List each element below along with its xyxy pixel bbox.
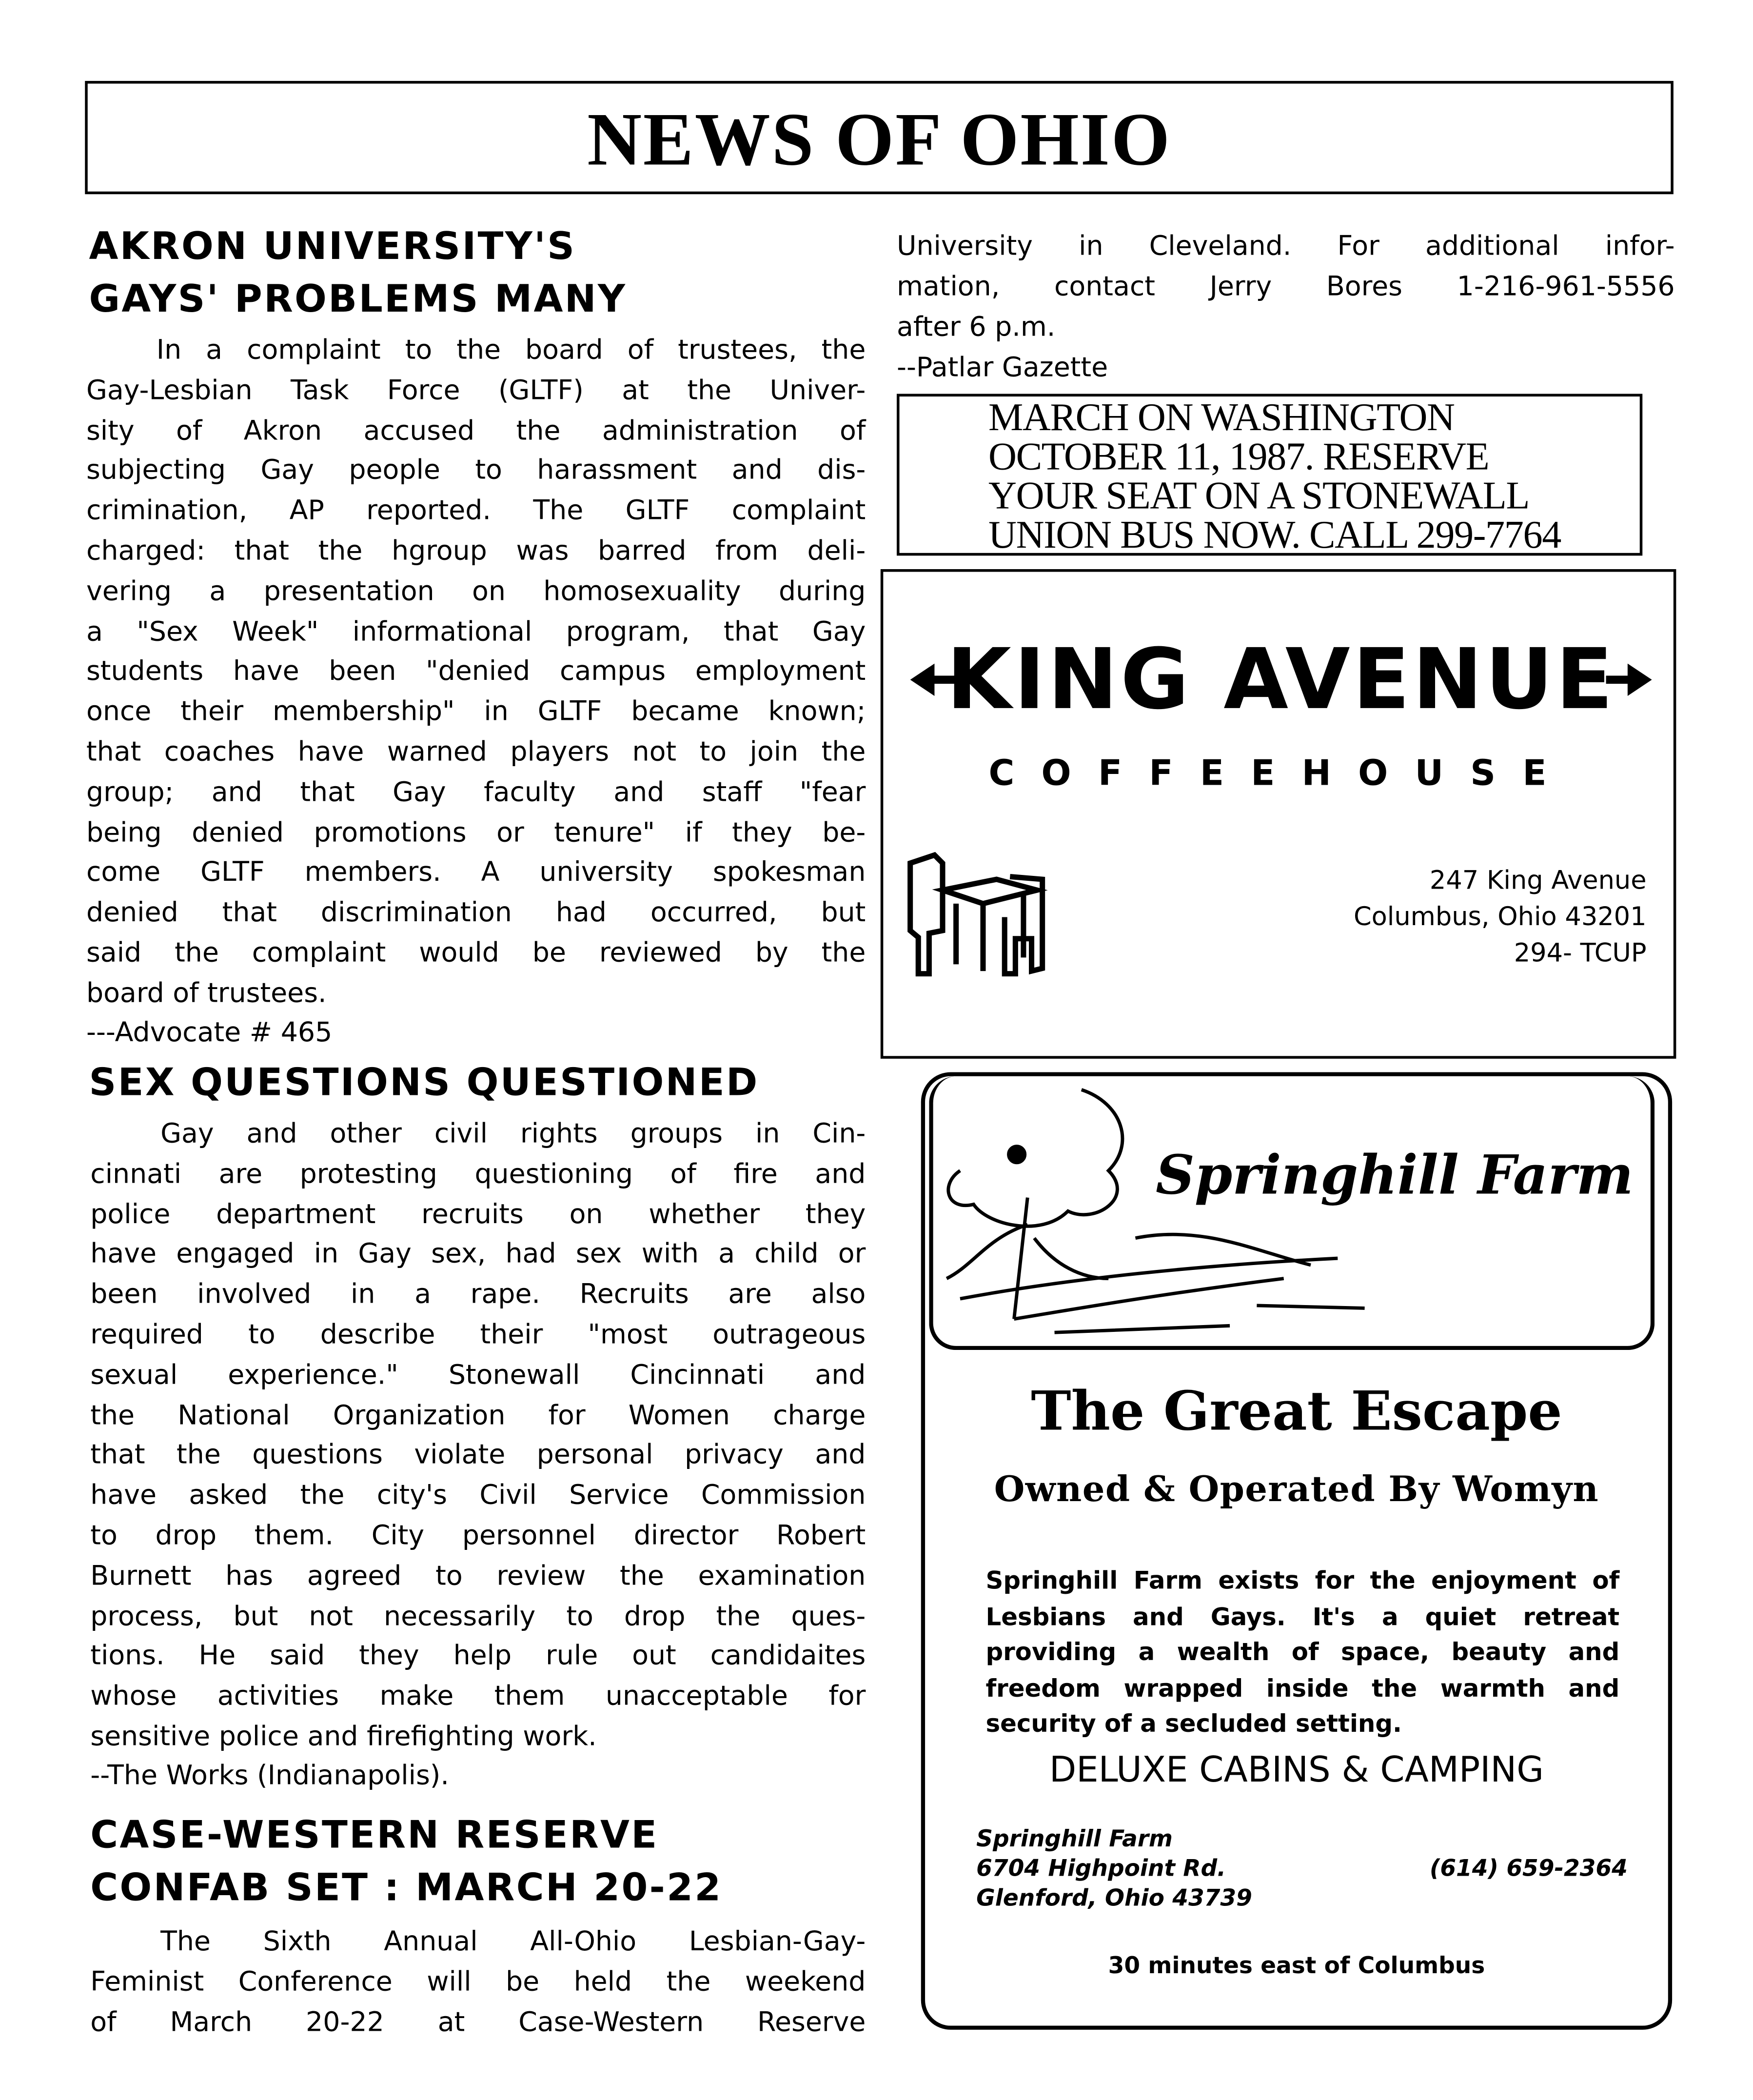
body-line: police department recruits on whether they — [90, 1197, 866, 1229]
amenities-line: DELUXE CABINS & CAMPING — [1049, 1750, 1544, 1791]
article-3-body — [90, 1922, 866, 2042]
body-line: subjecting Gay people to harassment and dis- — [86, 454, 866, 486]
address-line: Springhill Farm — [976, 1826, 1173, 1853]
body-line: In a complaint to the board of trustees, the — [156, 333, 866, 366]
body-line: sexual experience." Stonewall Cincinnati and — [90, 1358, 866, 1390]
body-line: students have been "denied campus employment — [86, 654, 866, 687]
body-line: University in Cleveland. For additional infor- — [896, 229, 1675, 262]
coffeehouse-subtitle: COFFEEHOUSE — [988, 753, 1574, 794]
phone-line: 294- TCUP — [1514, 938, 1647, 969]
body-line: vering a presentation on homosexuality during — [86, 574, 866, 607]
notice-line: OCTOBER 11, 1987. RESERVE — [988, 436, 1489, 479]
body-line: whose activities make them unacceptable for — [90, 1679, 866, 1712]
article-3-body-continued — [897, 227, 1675, 347]
body-line: that coaches have warned players not to join the — [86, 735, 866, 768]
body-line: Burnett has agreed to review the examination — [90, 1559, 866, 1591]
body-line: denied that discrimination had occurred, but — [86, 895, 866, 929]
body-line: charged: that the hgroup was barred from deli- — [86, 534, 866, 567]
headline-line: GAYS' PROBLEMS MANY — [89, 276, 627, 321]
body-line: to drop them. City personnel director Robert — [90, 1518, 866, 1551]
body-line: required to describe their "most outrageous — [90, 1317, 866, 1350]
body-line: Gay-Lesbian Task Force (GLTF) at the Univer- — [86, 373, 866, 406]
body-line: been involved in a rape. Recruits are also — [90, 1277, 866, 1310]
tree-landscape-icon — [933, 1076, 1651, 1346]
landscape-illustration — [929, 1076, 1655, 1350]
address-line: 247 King Avenue — [1429, 866, 1647, 896]
description-line: freedom wrapped inside the warmth and — [985, 1674, 1620, 1703]
body-line: board of trustees. — [86, 976, 327, 1009]
great-escape-headline: The Great Escape — [1031, 1380, 1562, 1443]
address-line: Columbus, Ohio 43201 — [1353, 902, 1647, 932]
body-line: being denied promotions or tenure" if they be- — [86, 815, 866, 848]
headline-line: SEX QUESTIONS QUESTIONED — [89, 1060, 759, 1105]
body-line: Gay and other civil rights groups in Cin- — [160, 1116, 866, 1149]
body-line: cinnati are protesting questioning of fire and — [90, 1157, 866, 1189]
masthead-title: NEWS OF OHIO — [587, 98, 1171, 182]
body-line: sensitive police and firefighting work. — [90, 1719, 597, 1752]
article-2-headline — [89, 1056, 759, 1109]
king-avenue-ad — [881, 569, 1676, 1059]
description-line: Lesbians and Gays. It's a quiet retreat — [985, 1603, 1620, 1631]
masthead-box — [85, 81, 1674, 194]
table-chairs-icon — [902, 850, 1050, 978]
body-line: have engaged in Gay sex, had sex with a child or — [90, 1237, 866, 1270]
body-line: a "Sex Week" informational program, that Gay — [86, 614, 866, 647]
article-1-source: ---Advocate # 465 — [86, 1015, 333, 1048]
body-line: the National Organization for Women charge — [90, 1398, 866, 1430]
address-line: 6704 Highpoint Rd. — [976, 1856, 1226, 1883]
description-line: security of a secluded setting. — [985, 1710, 1402, 1739]
body-line: group; and that Gay faculty and staff "fear — [86, 775, 866, 808]
march-on-washington-notice — [897, 394, 1642, 555]
description-line: providing a wealth of space, beauty and — [985, 1638, 1620, 1667]
body-line: crimination, AP reported. The GLTF complaint — [86, 494, 866, 527]
body-line: process, but not necessarily to drop the ques- — [90, 1599, 866, 1631]
springhill-farm-title: Springhill Farm — [1155, 1144, 1634, 1208]
body-line: sity of Akron accused the administration of — [86, 413, 866, 446]
body-line: Feminist Conference will be held the weekend — [90, 1964, 866, 1997]
body-line: come GLTF members. A university spokesman — [86, 855, 866, 888]
body-line: said the complaint would be reviewed by the — [86, 936, 866, 969]
address-line: Glenford, Ohio 43739 — [976, 1885, 1252, 1913]
article-3-source: --Patlar Gazette — [896, 351, 1108, 383]
article-2-body — [90, 1114, 866, 1757]
springhill-distance: 30 minutes east of Columbus — [1108, 1953, 1485, 1980]
article-2-source: --The Works (Indianapolis). — [90, 1759, 449, 1791]
body-line: mation, contact Jerry Bores 1-216-961-5556 — [896, 269, 1675, 302]
springhill-address — [976, 1825, 1252, 1914]
notice-line: MARCH ON WASHINGTON — [988, 396, 1455, 440]
headline-line: AKRON UNIVERSITY'S — [89, 224, 576, 269]
springhill-farm-ad — [921, 1072, 1672, 2029]
notice-line: UNION BUS NOW. CALL 299-7764 — [988, 514, 1561, 557]
springhill-phone: (614) 659-2364 — [1429, 1856, 1628, 1883]
king-avenue-address — [1354, 863, 1647, 972]
body-line: once their membership" in GLTF became known; — [86, 694, 866, 728]
body-line: tions. He said they help rule out candidaites — [90, 1639, 866, 1672]
body-line: that the questions violate personal privacy and — [90, 1438, 866, 1471]
article-3-headline — [90, 1808, 722, 1914]
springhill-description — [986, 1565, 1620, 1743]
body-line: have asked the city's Civil Service Commission — [90, 1478, 866, 1511]
body-line: after 6 p.m. — [896, 309, 1056, 342]
owned-by-womyn-tagline: Owned & Operated By Womyn — [994, 1470, 1599, 1511]
body-line: The Sixth Annual All-Ohio Lesbian-Gay- — [160, 1924, 866, 1957]
body-line: of March 20-22 at Case-Western Reserve — [90, 2005, 866, 2038]
headline-line: CASE-WESTERN RESERVE — [90, 1812, 659, 1857]
article-1-body — [86, 331, 866, 1014]
notice-line: YOUR SEAT ON A STONEWALL — [988, 475, 1530, 518]
headline-line: CONFAB SET : MARCH 20-22 — [90, 1865, 723, 1910]
article-1-headline — [89, 220, 627, 325]
king-avenue-logo: KING AVENUE — [946, 630, 1616, 729]
description-line: Springhill Farm exists for the enjoyment of — [985, 1567, 1620, 1596]
